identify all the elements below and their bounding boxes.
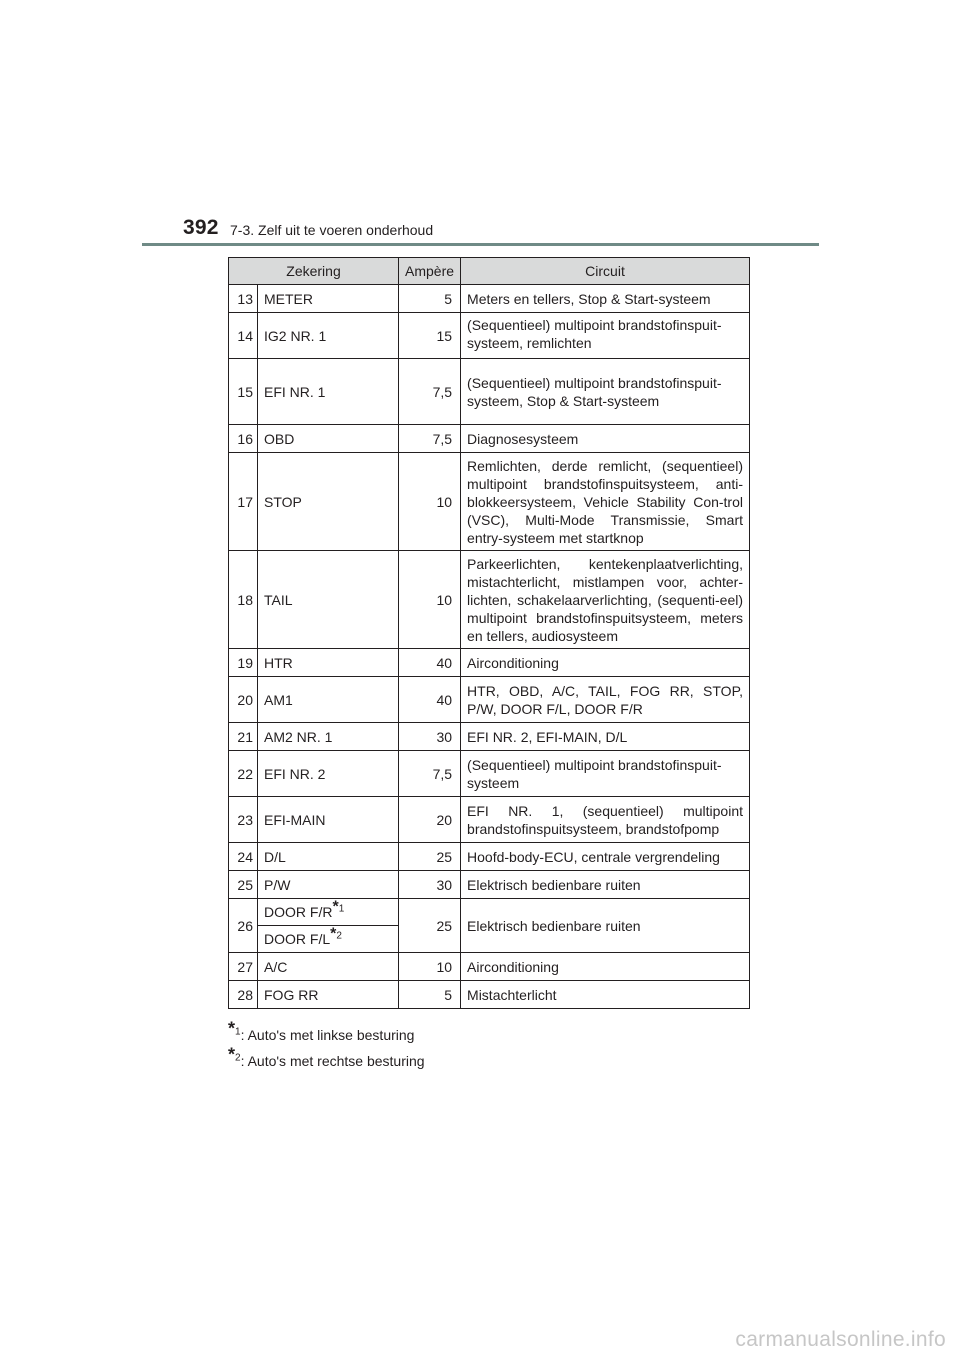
footnote-2 [228,1044,425,1069]
table-row [229,751,750,797]
table-row [229,723,750,751]
fuse-amperage: 5 [399,285,461,313]
page-number: 392 [183,216,219,239]
fuse-circuit: (Sequentieel) multipoint brandstofinspuit-systeem, Stop & Start-systeem [461,359,750,425]
fuse-amperage: 15 [399,313,461,359]
fuse-amperage: 10 [399,551,461,649]
table-row [229,797,750,843]
fuse-name: FOG RR [258,981,399,1009]
fuse-number: 25 [229,871,258,899]
fuse-amperage: 40 [399,649,461,677]
fuse-circuit: Remlichten, derde remlicht, (sequentieel) multipoint brandstofinspuitsysteem, anti-blokkeersysteem, Vehicle Stability Con-trol (VSC), Multi-Mode Transmissie, Smart entry-systeem met startknop [461,453,750,551]
table-row [229,899,750,926]
column-header-circuit: Circuit [461,258,750,285]
table-row [229,359,750,425]
fuse-number: 20 [229,677,258,723]
fuse-amperage: 20 [399,797,461,843]
table-row [229,649,750,677]
table-row [229,953,750,981]
fuse-name: IG2 NR. 1 [258,313,399,359]
fuse-name: HTR [258,649,399,677]
fuse-number: 15 [229,359,258,425]
fuse-circuit: Diagnosesysteem [461,425,750,453]
table-row [229,843,750,871]
fuse-name: EFI NR. 2 [258,751,399,797]
fuse-number: 14 [229,313,258,359]
footnote-text: : Auto's met linkse besturing [240,1027,415,1043]
fuse-name-text: DOOR F/R [264,904,333,920]
table-row [229,981,750,1009]
fuse-amperage: 7,5 [399,425,461,453]
table-row [229,313,750,359]
fuse-circuit: Elektrisch bedienbare ruiten [461,899,750,953]
fuse-name: METER [258,285,399,313]
fuse-name: TAIL [258,551,399,649]
fuse-circuit: (Sequentieel) multipoint brandstofinspuit-systeem, remlichten [461,313,750,359]
fuse-amperage: 25 [399,843,461,871]
fuse-circuit: (Sequentieel) multipoint brandstofinspuit-systeem [461,751,750,797]
fuse-name: EFI NR. 1 [258,359,399,425]
table-row [229,677,750,723]
table-row [229,453,750,551]
table-row [229,551,750,649]
fuse-amperage: 10 [399,953,461,981]
footnote-number: 1 [338,903,345,915]
fuse-name: D/L [258,843,399,871]
table-row [229,425,750,453]
fuse-amperage: 40 [399,677,461,723]
fuse-name: AM1 [258,677,399,723]
fuse-number: 28 [229,981,258,1009]
footnote-1 [228,1018,415,1043]
fuse-number: 23 [229,797,258,843]
column-header-fuse: Zekering [229,258,399,285]
fuse-amperage: 5 [399,981,461,1009]
fuse-circuit: Airconditioning [461,649,750,677]
fuse-name [258,899,399,926]
fuse-number: 19 [229,649,258,677]
fuse-circuit: Airconditioning [461,953,750,981]
fuse-name: OBD [258,425,399,453]
header-divider [142,243,819,246]
column-header-amp: Ampère [399,258,461,285]
footnote-number: 2 [336,930,342,942]
fuse-amperage: 30 [399,723,461,751]
fuse-circuit: Hoofd-body-ECU, centrale vergrendeling [461,843,750,871]
fuse-name: AM2 NR. 1 [258,723,399,751]
fuse-circuit: Mistachterlicht [461,981,750,1009]
fuse-number: 26 [229,899,258,953]
fuse-name: STOP [258,453,399,551]
fuse-name: A/C [258,953,399,981]
footnote-number: 1 [235,1026,241,1038]
fuse-circuit: HTR, OBD, A/C, TAIL, FOG RR, STOP, P/W, DOOR F/L, DOOR F/R [461,677,750,723]
table-header-row [229,258,750,285]
fuse-table [228,257,750,1009]
fuse-name-text: DOOR F/L [264,931,331,947]
fuse-circuit: EFI NR. 1, (sequentieel) multipoint brandstofinspuitsysteem, brandstofpomp [461,797,750,843]
fuse-circuit: Elektrisch bedienbare ruiten [461,871,750,899]
fuse-number: 16 [229,425,258,453]
footnote-mark: * [330,925,337,943]
fuse-circuit: Meters en tellers, Stop & Start-systeem [461,285,750,313]
fuse-number: 17 [229,453,258,551]
table-row [229,285,750,313]
fuse-name: P/W [258,871,399,899]
fuse-circuit: Parkeerlichten, kentekenplaatverlichting, mistachterlicht, mistlampen voor, achter-lichten, schakelaarverlichting, (sequenti-eel) multipoint brandstofinspuitsysteem, meters en tellers, audiosysteem [461,551,750,649]
footnote-mark: * [332,898,339,916]
table-row [229,871,750,899]
section-title: 7-3. Zelf uit te voeren onderhoud [230,222,434,238]
fuse-amperage: 10 [399,453,461,551]
footnote-text: : Auto's met rechtse besturing [240,1053,425,1069]
fuse-number: 22 [229,751,258,797]
fuse-amperage: 7,5 [399,751,461,797]
footnote-mark: * [228,1018,236,1039]
fuse-number: 27 [229,953,258,981]
fuse-name [258,926,399,953]
fuse-circuit: EFI NR. 2, EFI-MAIN, D/L [461,723,750,751]
fuse-amperage: 7,5 [399,359,461,425]
fuse-amperage: 25 [399,899,461,953]
footnote-mark: * [228,1044,236,1065]
fuse-number: 13 [229,285,258,313]
fuse-number: 21 [229,723,258,751]
fuse-amperage: 30 [399,871,461,899]
watermark: carmanualsonline.info [735,1328,946,1351]
fuse-number: 24 [229,843,258,871]
fuse-number: 18 [229,551,258,649]
fuse-name: EFI-MAIN [258,797,399,843]
footnote-number: 2 [235,1052,241,1064]
